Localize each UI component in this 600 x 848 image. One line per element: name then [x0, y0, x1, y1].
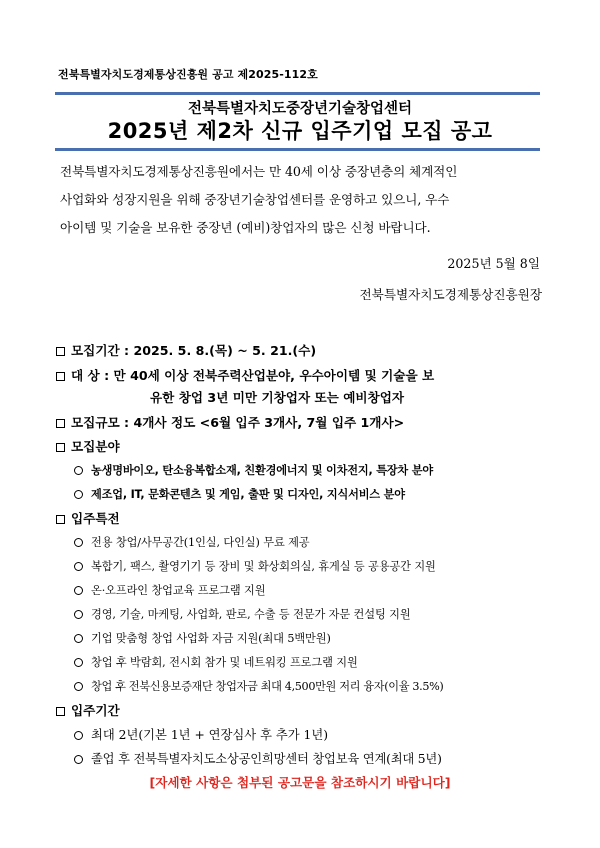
section-term-header: 입주기간: [71, 703, 120, 718]
section-benefits-header: 입주특전: [71, 511, 120, 526]
list-item-text: 경영, 기술, 마케팅, 사업화, 판로, 수출 등 전문가 자문 컨설팅 지원: [91, 608, 411, 621]
section-scale-text: 모집규모 : 4개사 정도 <6월 입주 3개사, 7월 입주 1개사>: [71, 415, 405, 430]
circle-bullet-icon: [74, 490, 83, 499]
list-item: [74, 462, 433, 478]
checkbox-square-icon: [56, 372, 65, 381]
list-item-text: 창업 후 박람회, 전시회 참가 및 네트워킹 프로그램 지원: [91, 656, 358, 669]
intro-line: 전북특별자치도경제통상진흥원에서는 만 40세 이상 중장년층의 체계적인: [60, 164, 458, 179]
section-target-text: 대 상 : 만 40세 이상 전북주력산업분야, 우수아이템 및 기술을 보: [71, 368, 435, 383]
checkbox-square-icon: [56, 443, 65, 452]
list-item-text: 농생명바이오, 탄소융복합소재, 친환경에너지 및 이차전지, 특장차 분야: [91, 464, 433, 477]
section-term: [56, 700, 120, 719]
intro-paragraph: [60, 158, 545, 242]
circle-bullet-icon: [74, 755, 83, 764]
header-rule-top: [55, 92, 540, 95]
circle-bullet-icon: [74, 466, 83, 475]
list-item: [74, 725, 328, 743]
section-fields: [56, 436, 120, 455]
signer: 전북특별자치도경제통상진흥원장: [359, 287, 542, 302]
list-item-text: 최대 2년(기본 1년 + 연장심사 후 추가 1년): [91, 728, 329, 742]
list-item-text: 전용 창업/사무공간(1인실, 다인실) 무료 제공: [91, 536, 310, 549]
page-title: 2025년 제2차 신규 입주기업 모집 공고: [107, 119, 493, 143]
section-scale: [56, 412, 404, 431]
circle-bullet-icon: [74, 562, 83, 571]
header-rule-bottom: [55, 148, 540, 151]
section-period: [56, 340, 316, 359]
document-number: 전북특별자치도경제통상진흥원 공고 제2025-112호: [58, 68, 318, 81]
checkbox-square-icon: [56, 707, 65, 716]
list-item-text: 창업 후 전북신용보증재단 창업자금 최대 4,500만원 저리 융자(이율 3.5%): [91, 680, 444, 693]
section-target: [56, 365, 434, 384]
checkbox-square-icon: [56, 515, 65, 524]
list-item: [74, 486, 405, 502]
list-item: [74, 654, 358, 670]
checkbox-square-icon: [56, 419, 65, 428]
circle-bullet-icon: [74, 634, 83, 643]
list-item-text: 기업 맞춤형 창업 사업화 자금 지원(최대 5백만원): [91, 632, 331, 645]
list-item: [74, 606, 411, 622]
list-item-text: 제조업, IT, 문화콘텐츠 및 게임, 출판 및 디자인, 지식서비스 분야: [91, 488, 405, 501]
list-item: [74, 749, 442, 767]
list-item: [74, 678, 443, 694]
intro-line: 사업화와 성장지원을 위해 중장년기술창업센터를 운영하고 있으니, 우수: [60, 192, 450, 207]
intro-line: 아이템 및 기술을 보유한 중장년 (예비)창업자의 많은 신청 바랍니다.: [60, 220, 431, 235]
list-item-text: 온·오프라인 창업교육 프로그램 지원: [91, 584, 266, 597]
attachment-notice: [자세한 사항은 첨부된 공고문을 참조하시기 바랍니다]: [149, 775, 451, 790]
announcement-date: 2025년 5월 8일: [447, 256, 540, 271]
section-period-text: 모집기간 : 2025. 5. 8.(목) ~ 5. 21.(수): [71, 343, 317, 358]
center-name: 전북특별자치도중장년기술창업센터: [187, 101, 413, 117]
list-item: [74, 630, 331, 646]
circle-bullet-icon: [74, 538, 83, 547]
circle-bullet-icon: [74, 610, 83, 619]
section-benefits: [56, 508, 120, 527]
list-item: [74, 558, 436, 574]
list-item: [74, 582, 265, 598]
section-fields-header: 모집분야: [71, 439, 120, 454]
circle-bullet-icon: [74, 586, 83, 595]
circle-bullet-icon: [74, 731, 83, 740]
circle-bullet-icon: [74, 682, 83, 691]
circle-bullet-icon: [74, 658, 83, 667]
checkbox-square-icon: [56, 347, 65, 356]
section-target-continued: 유한 창업 3년 미만 기창업자 또는 예비창업자: [150, 390, 405, 405]
list-item-text: 졸업 후 전북특별자치도소상공인희망센터 창업보육 연계(최대 5년): [91, 752, 442, 766]
list-item: [74, 534, 310, 550]
list-item-text: 복합기, 팩스, 촬영기기 등 장비 및 화상회의실, 휴게실 등 공용공간 지원: [91, 560, 436, 573]
